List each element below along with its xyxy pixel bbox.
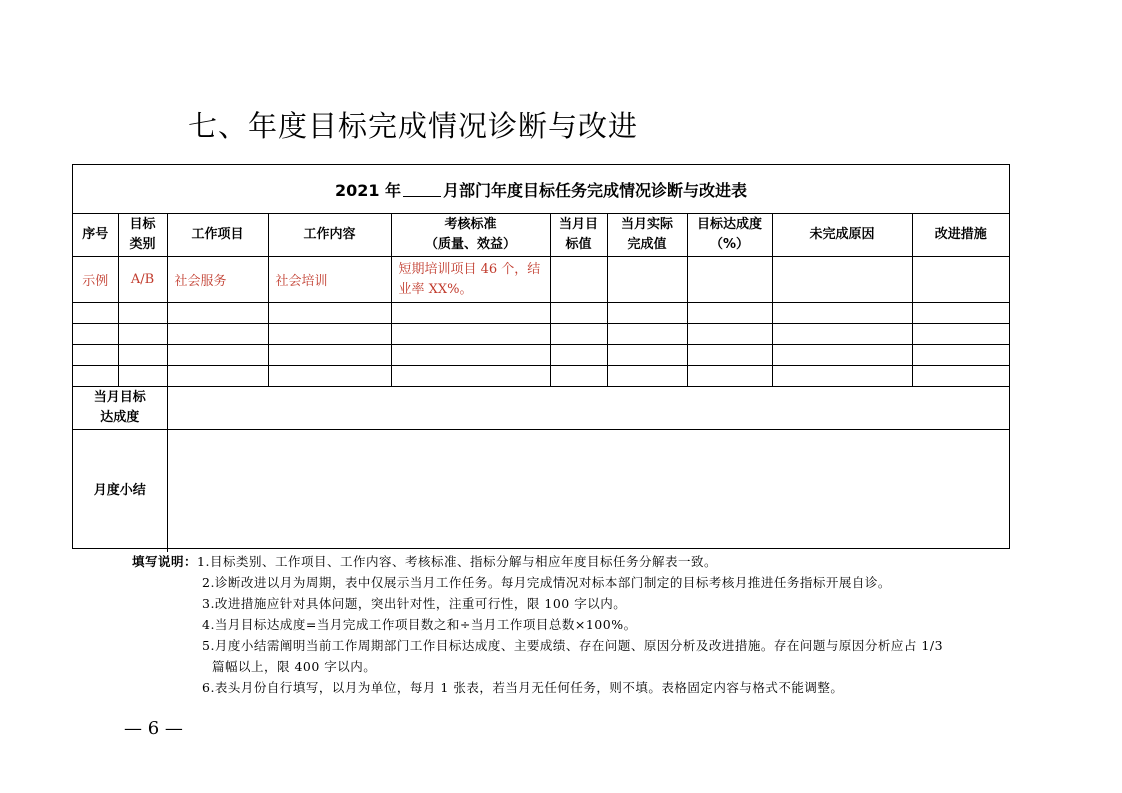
table-cell[interactable] bbox=[607, 324, 687, 345]
filling-instructions bbox=[132, 551, 1012, 698]
example-content: 社会培训 bbox=[268, 257, 391, 303]
table-cell[interactable] bbox=[550, 303, 607, 324]
note-item-1 bbox=[132, 551, 1012, 572]
table-cell[interactable] bbox=[268, 324, 391, 345]
note-item-5: 5.月度小结需阐明当前工作周期部门工作目标达成度、主要成绩、存在问题、原因分析及改进措施。存在问题与原因分析应占 1/3 bbox=[202, 638, 944, 653]
table-cell[interactable] bbox=[73, 366, 118, 387]
diagnosis-table bbox=[72, 164, 1010, 549]
example-category: A/B bbox=[118, 257, 167, 303]
table-row bbox=[73, 345, 1009, 366]
header-seq: 序号 bbox=[73, 214, 118, 257]
header-category: 目标 类别 bbox=[118, 214, 167, 257]
table-cell[interactable] bbox=[912, 366, 1009, 387]
table-cell[interactable] bbox=[550, 345, 607, 366]
table-cell[interactable] bbox=[687, 257, 772, 303]
table-cell[interactable] bbox=[772, 257, 912, 303]
table-cell[interactable] bbox=[912, 345, 1009, 366]
table-cell[interactable] bbox=[912, 303, 1009, 324]
table-cell[interactable] bbox=[391, 324, 550, 345]
table-cell[interactable] bbox=[550, 324, 607, 345]
header-work-content: 工作内容 bbox=[268, 214, 391, 257]
table-cell[interactable] bbox=[73, 324, 118, 345]
monthly-rate-label: 当月目标 达成度 bbox=[73, 387, 167, 430]
example-standard: 短期培训项目 46 个，结 业率 XX%。 bbox=[391, 257, 550, 303]
table-row bbox=[73, 303, 1009, 324]
table-cell[interactable] bbox=[167, 345, 268, 366]
table-row bbox=[73, 366, 1009, 387]
header-row bbox=[73, 214, 1009, 257]
page-number: — 6 — bbox=[124, 718, 183, 739]
table-cell[interactable] bbox=[167, 324, 268, 345]
month-blank[interactable] bbox=[403, 181, 441, 197]
table-cell[interactable] bbox=[118, 345, 167, 366]
table-cell[interactable] bbox=[391, 345, 550, 366]
table-row bbox=[73, 324, 1009, 345]
table-cell[interactable] bbox=[550, 257, 607, 303]
table-cell[interactable] bbox=[167, 303, 268, 324]
monthly-summary-label: 月度小结 bbox=[73, 430, 167, 553]
monthly-rate-field[interactable] bbox=[167, 387, 1009, 430]
table-cell[interactable] bbox=[912, 324, 1009, 345]
header-standard: 考核标准 （质量、效益） bbox=[391, 214, 550, 257]
example-item: 社会服务 bbox=[167, 257, 268, 303]
table-cell[interactable] bbox=[687, 324, 772, 345]
table-title bbox=[73, 165, 1009, 214]
table-cell[interactable] bbox=[772, 366, 912, 387]
table-cell[interactable] bbox=[73, 303, 118, 324]
table-cell[interactable] bbox=[772, 345, 912, 366]
note-item-3: 3.改进措施应针对具体问题，突出针对性，注重可行性，限 100 字以内。 bbox=[202, 596, 627, 611]
monthly-rate-row bbox=[73, 387, 1009, 430]
table-cell[interactable] bbox=[118, 303, 167, 324]
table-cell[interactable] bbox=[268, 303, 391, 324]
table-cell[interactable] bbox=[268, 366, 391, 387]
table-cell[interactable] bbox=[607, 366, 687, 387]
table-cell[interactable] bbox=[687, 345, 772, 366]
header-work-item: 工作项目 bbox=[167, 214, 268, 257]
table-cell[interactable] bbox=[607, 257, 687, 303]
table-cell[interactable] bbox=[118, 366, 167, 387]
example-row bbox=[73, 257, 1009, 303]
table-cell[interactable] bbox=[772, 303, 912, 324]
header-rate: 目标达成度 （%） bbox=[687, 214, 772, 257]
table-title-rest: 月部门年度目标任务完成情况诊断与改进表 bbox=[443, 180, 748, 200]
table-cell[interactable] bbox=[912, 257, 1009, 303]
note-item-2: 2.诊断改进以月为周期，表中仅展示当月工作任务。每月完成情况对标本部门制定的目标考核月推进任务指标开展自诊。 bbox=[202, 575, 891, 590]
note-item-6: 6.表头月份自行填写，以月为单位，每月 1 张表，若当月无任何任务，则不填。表格固定内容与格式不能调整。 bbox=[202, 680, 844, 695]
monthly-summary-row bbox=[73, 430, 1009, 553]
table-grid bbox=[73, 214, 1009, 552]
table-cell[interactable] bbox=[73, 345, 118, 366]
header-reason: 未完成原因 bbox=[772, 214, 912, 257]
table-cell[interactable] bbox=[687, 366, 772, 387]
example-seq: 示例 bbox=[73, 257, 118, 303]
monthly-summary-field[interactable] bbox=[167, 430, 1009, 553]
note-text: 1.目标类别、工作项目、工作内容、考核标准、指标分解与相应年度目标任务分解表一致。 bbox=[197, 554, 717, 569]
table-cell[interactable] bbox=[550, 366, 607, 387]
notes-label: 填写说明： bbox=[132, 554, 198, 569]
table-cell[interactable] bbox=[607, 345, 687, 366]
table-title-year: 2021 年 bbox=[334, 180, 402, 200]
page-heading: 七、年度目标完成情况诊断与改进 bbox=[188, 109, 639, 143]
note-item-4: 4.当月目标达成度=当月完成工作项目数之和÷当月工作项目总数×100%。 bbox=[202, 617, 637, 632]
note-item-5-continued: 篇幅以上，限 400 字以内。 bbox=[212, 659, 377, 674]
table-cell[interactable] bbox=[772, 324, 912, 345]
table-cell[interactable] bbox=[391, 366, 550, 387]
header-target: 当月目 标值 bbox=[550, 214, 607, 257]
table-cell[interactable] bbox=[118, 324, 167, 345]
table-cell[interactable] bbox=[167, 366, 268, 387]
table-cell[interactable] bbox=[687, 303, 772, 324]
header-actual: 当月实际 完成值 bbox=[607, 214, 687, 257]
table-cell[interactable] bbox=[391, 303, 550, 324]
table-cell[interactable] bbox=[268, 345, 391, 366]
header-measure: 改进措施 bbox=[912, 214, 1009, 257]
table-cell[interactable] bbox=[607, 303, 687, 324]
